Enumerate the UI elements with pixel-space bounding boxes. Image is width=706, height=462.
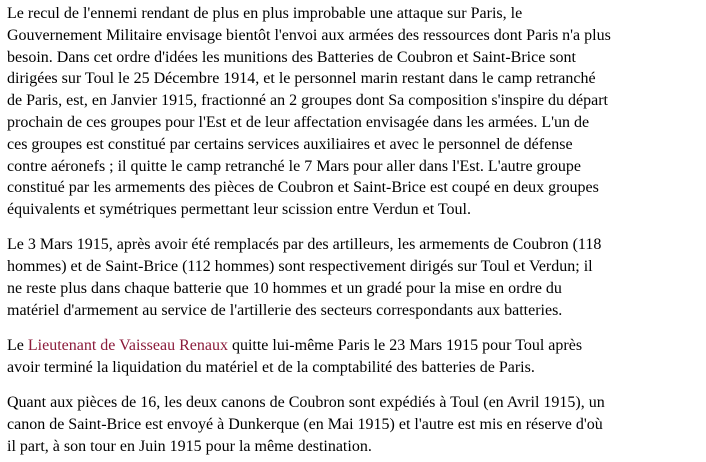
text-line: Gouvernement Militaire envisage bientôt l'envoi aux armées des ressources dont Paris n'a plus [7,26,611,44]
paragraph-4 [7,392,699,457]
text-line: canon de Saint-Brice est envoyé à Dunkerque (en Mai 1915) et l'autre est mis en réserve d'où [7,416,603,434]
lieutenant-renaux-link[interactable]: Lieutenant de Vaisseau Renaux [27,337,228,355]
text-line: Quant aux pièces de 16, les deux canons de Coubron sont expédiés à Toul (en Avril 1915), un [7,394,605,412]
text-line: dirigées sur Toul le 25 Décembre 1914, et le personnel marin restant dans le camp retranché [7,70,596,88]
text-fragment: quitte lui-même Paris le 23 Mars 1915 pour Toul après [227,337,583,355]
document-body [7,3,699,458]
text-line: il part, à son tour en Juin 1915 pour la même destination. [7,437,372,455]
text-line: hommes) et de Saint-Brice (112 hommes) sont respectivement dirigés sur Toul et Verdun; il [7,258,593,276]
text-line: constitué par les armements des pièces de Coubron et Saint-Brice est coupé en deux groupes [7,179,599,197]
text-line: de Paris, est, en Janvier 1915, fractionné an 2 groupes dont Sa composition s'inspire du départ [7,92,608,110]
text-line: besoin. Dans cet ordre d'idées les munitions des Batteries de Coubron et Saint-Brice sont [7,48,576,66]
text-line: contre aéronefs ; il quitte le camp retranché le 7 Mars pour aller dans l'Est. L'autre groupe [7,157,581,175]
text-line: avoir terminé la liquidation du matériel et de la comptabilité des batteries de Paris. [7,358,535,376]
text-line: prochain de ces groupes pour l'Est et de leur affectation envisagée dans les armées. L'un de [7,113,590,131]
text-line: matériel d'armement au service de l'artillerie des secteurs correspondants aux batteries. [7,301,563,319]
text-line: ne reste plus dans chaque batterie que 10 hommes et un gradé pour la mise en ordre du [7,280,562,298]
text-fragment: Le [7,337,28,355]
text-line: Le 3 Mars 1915, après avoir été remplacés par des artilleurs, les armements de Coubron (118 [7,236,602,254]
paragraph-3 [7,335,699,379]
text-line [7,335,699,357]
text-line: équivalents et symétriques permettant leur scission entre Verdun et Toul. [7,201,471,219]
paragraph-2 [7,234,699,321]
text-line: ces groupes est constitué par certains services auxiliaires et avec le personnel de défense [7,135,573,153]
text-line: Le recul de l'ennemi rendant de plus en plus improbable une attaque sur Paris, le [7,5,523,22]
paragraph-1 [7,3,699,221]
